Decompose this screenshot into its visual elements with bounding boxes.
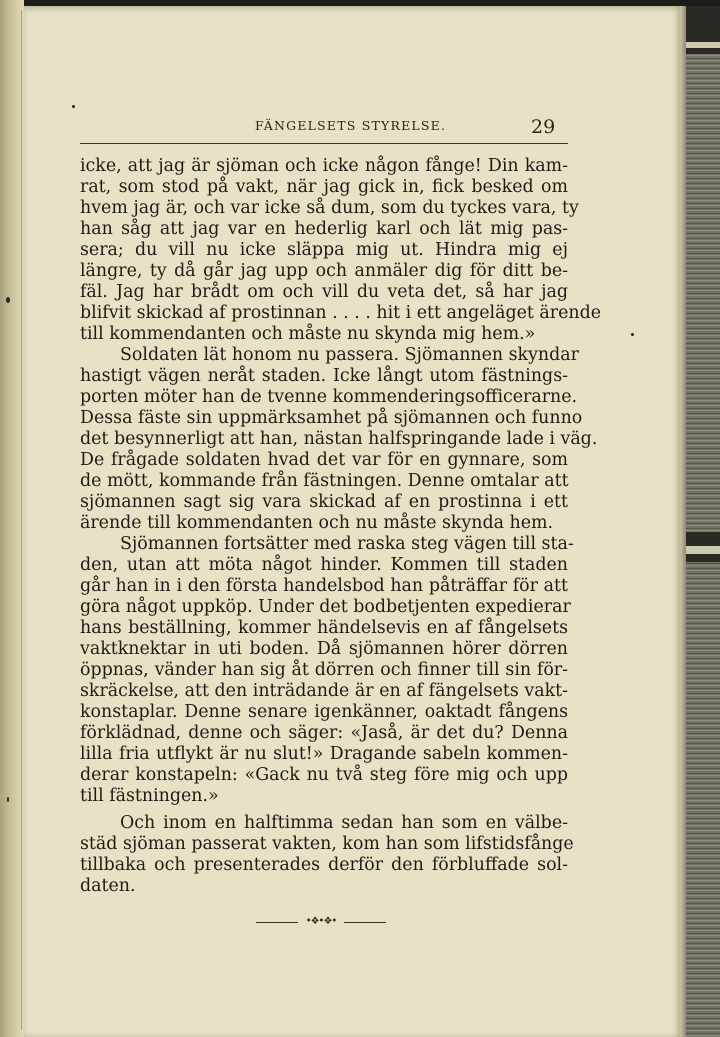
text-line: hastigt vägen neråt staden. Icke långt utom fästnings- [80,366,568,386]
text-line: till kommendanten och måste nu skynda mig hem.» [80,324,536,344]
text-line: Dessa fäste sin uppmärksamhet på sjömannen och funno [80,408,583,428]
text-line: Soldaten lät honom nu passera. Sjömannen skyndar [120,345,579,365]
text-line: han såg att jag var en hederlig karl och lät mig pas- [80,219,568,239]
text-line: längre, ty då går jag upp och anmäler dig för ditt be- [80,261,568,281]
text-line: lilla fria utflykt är nu slut!» Dragande sabeln kommen- [80,744,568,764]
text-line: daten. [80,876,136,896]
header-rule [80,143,568,144]
text-line: förklädnad, denne och säger: «Jaså, är det du? Denna [80,723,568,743]
text-line: de mött, kommande från fästningen. Denne omtalar att [80,471,569,491]
text-line: öppnas, vänder han sig åt dörren och finner till sin för- [80,660,568,680]
stack-sheet [686,42,720,48]
text-line: tillbaka och presenterades derför den förbluffade sol- [80,855,568,875]
stack-sheet [686,546,720,554]
text-line: fäl. Jag har brådt om och vill du veta det, så har jag [80,282,568,302]
text-line: konstaplar. Denne senare igenkänner, oaktadt fångens [80,702,568,722]
page-stack-edge [680,6,720,1037]
text-line: rat, som stod på vakt, när jag gick in, fick besked om [80,177,568,197]
text-line: De frågade soldaten hvad det var för en gynnare, som [80,450,568,470]
running-header: FÄNGELSETS STYRELSE. [255,118,447,133]
text-line: derar konstapeln: «Gack nu två steg före mig och upp [80,765,568,785]
text-line: blifvit skickad af prostinnan . . . . hit i ett angeläget ärende [80,303,601,323]
text-line: hans beställning, kommer händelsevis en af fångelsets [80,618,568,638]
text-line: den, utan att möta något hinder. Kommen till staden [80,555,568,575]
text-line: sjömannen sagt sig vara skickad af en prostinna i ett [80,492,568,512]
text-line: hvem jag är, och var icke så dum, som du tyckes vara, ty [80,198,579,218]
stack-sheet [686,562,720,1037]
ornament-glyph: •❖•❖• [305,916,337,927]
text-line: går han in i den första handelsbod han påträffar för att [80,576,568,596]
book-spine-edge [0,0,24,1037]
text-line: det besynnerligt att han, nästan halfspringande lade i väg. [80,429,598,449]
margin-speck [72,105,75,108]
text-line: till fästningen.» [80,786,219,806]
section-end-ornament [256,915,386,929]
text-line: skräckelse, att den inträdande är en af fängelsets vakt- [80,681,568,701]
page-number: 29 [531,116,556,138]
text-line: städ sjöman passerat vakten, kom han som lifstidsfånge [80,834,574,854]
ornament-rule-right [344,922,386,923]
text-line: vaktknektar in uti boden. Då sjömannen hörer dörren [80,639,568,659]
text-line: sera; du vill nu icke släppa mig ut. Hindra mig ej [80,240,568,260]
ornament-rule-left [256,922,298,923]
margin-speck [7,797,9,802]
text-line: Sjömannen fortsätter med raska steg vägen till sta- [120,534,574,554]
stack-sheet [686,54,720,532]
margin-speck [6,297,10,303]
text-line: ärende till kommendanten och nu måste skynda hem. [80,513,554,533]
text-line: göra något uppköp. Under det bodbetjenten expedierar [80,597,571,617]
text-line: icke, att jag är sjöman och icke någon fånge! Din kam- [80,156,568,176]
margin-speck [631,333,634,336]
text-line: Och inom en halftimma sedan han som en välbe- [120,813,568,833]
text-line: porten möter han de tvenne kommenderingsofficerarne. [80,387,578,407]
